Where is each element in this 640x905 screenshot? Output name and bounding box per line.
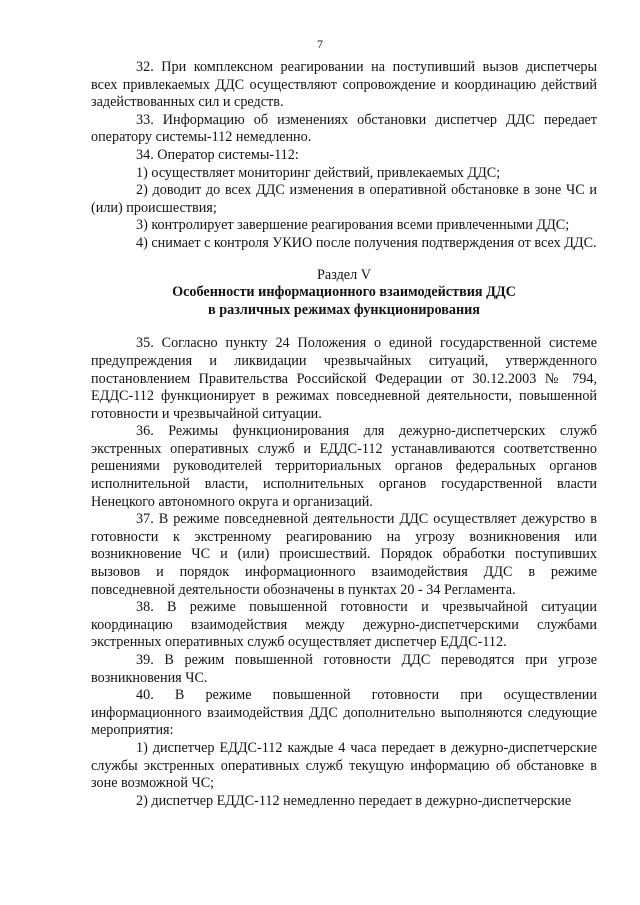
section-spacer <box>91 319 597 335</box>
page-number: 7 <box>317 37 323 51</box>
list-item-40-1: 1) диспетчер ЕДДС-112 каждые 4 часа передает в дежурно-диспетчерские службы экстренных оперативных служб текущую информацию об обстановке в зоне возможной ЧС; <box>91 739 597 792</box>
paragraph-35: 35. Согласно пункту 24 Положения о единой государственной системе предупреждения и ликвидации чрезвычайных ситуаций, утвержденного постановлением Правительства Российской Федерации от 30.12.2003 № 794, ЕДДС-112 функционирует в режимах повседневной деятельности, повышенной готовности и чрезвычайной ситуации. <box>91 335 597 422</box>
list-item-34-2: 2) доводит до всех ДДС изменения в оперативной обстановке в зоне ЧС и (или) происшествия; <box>91 182 597 216</box>
paragraph-38: 38. В режиме повышенной готовности и чрезвычайной ситуации координацию взаимодействия между дежурно-диспетчерскими службами экстренных оперативных служб осуществляет диспетчер ЕДДС-112. <box>91 599 597 651</box>
section-spacer <box>91 253 597 267</box>
paragraph-37: 37. В режиме повседневной деятельности ДДС осуществляет дежурство в готовности к экстренному реагированию на угрозу возникновения или возникновение ЧС и (или) происшествий. Порядок обработки поступивших вызовов и порядок информационного взаимодействия ДДС в режиме повседневной деятельности обозначены в пунктах 20 - 34 Регламента. <box>91 511 597 598</box>
paragraph-33: 33. Информацию об изменениях обстановки диспетчер ДДС передает оператору системы-112 немедленно. <box>91 111 597 146</box>
paragraph-36: 36. Режимы функционирования для дежурно-диспетчерских служб экстренных оперативных служб и ЕДДС-112 устанавливаются соответственно решениями руководителей территориальных органов федеральных органов исполнительной власти, исполнительных органов государственной власти Ненецкого автономного округа и организаций. <box>91 423 597 510</box>
list-item-34-3: 3) контролирует завершение реагирования всеми привлеченными ДДС; <box>136 217 570 234</box>
section-heading: Раздел V <box>317 266 371 283</box>
document-body <box>91 59 597 810</box>
paragraph-39: 39. В режим повышенной готовности ДДС переводятся при угрозе возникновения ЧС. <box>91 652 597 686</box>
paragraph-32: 32. При комплексном реагировании на поступивший вызов диспетчеры всех привлекаемых ДДС осуществляют сопровождение и координацию действий задействованных сил и средств. <box>91 59 597 111</box>
section-title-line-1: Особенности информационного взаимодействия ДДС <box>172 284 516 301</box>
paragraph-34: 34. Оператор системы-112: <box>136 146 299 163</box>
paragraph-40: 40. В режиме повышенной готовности при осуществлении информационного взаимодействия ДДС дополнительно выполняются следующие мероприятия: <box>91 687 597 739</box>
section-title-line-2: в различных режимах функционирования <box>208 301 480 318</box>
list-item-34-1: 1) осуществляет мониторинг действий, привлекаемых ДДС; <box>136 164 501 181</box>
list-item-40-2: 2) диспетчер ЕДДС-112 немедленно передает в дежурно-диспетчерские <box>136 792 572 809</box>
list-item-34-4: 4) снимает с контроля УКИО после получения подтверждения от всех ДДС. <box>136 234 597 251</box>
